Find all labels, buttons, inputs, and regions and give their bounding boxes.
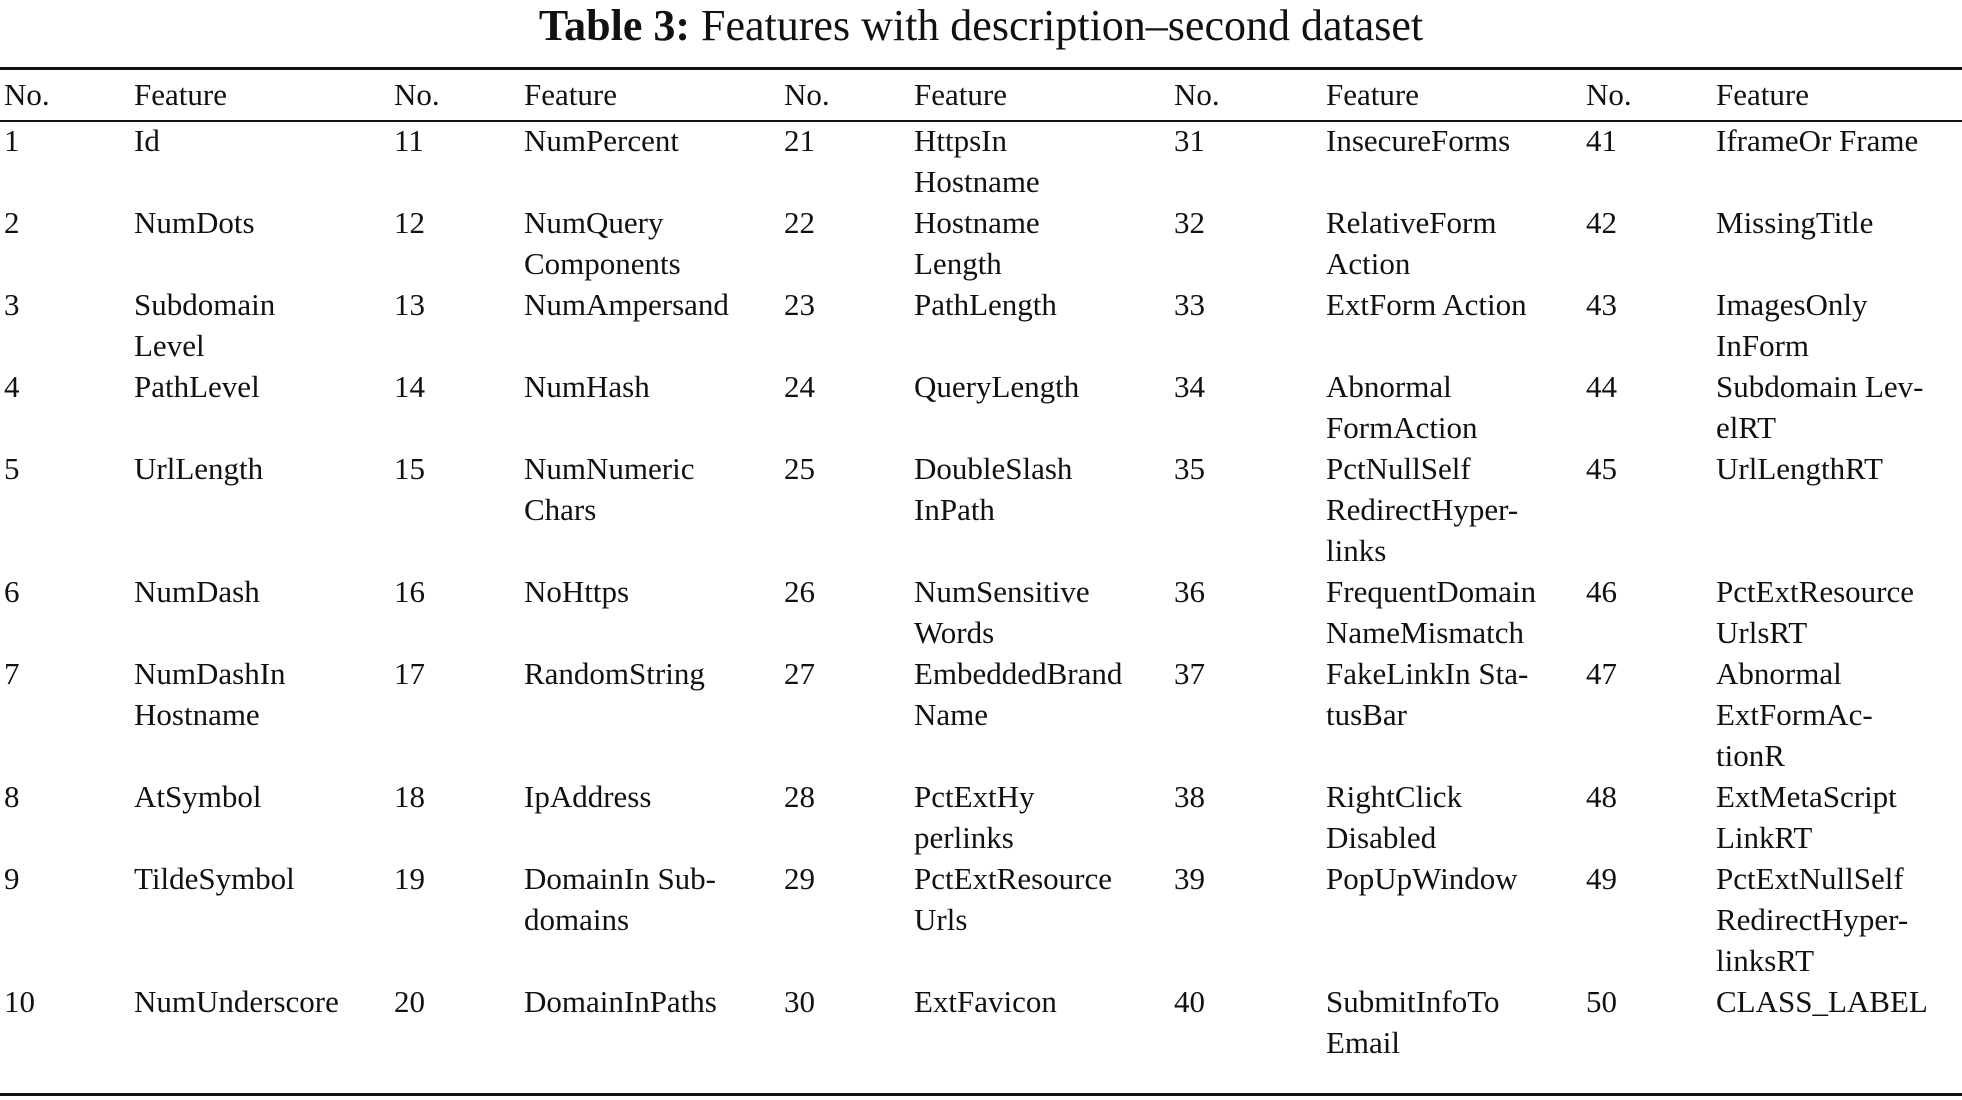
table-row: [0, 858, 1962, 981]
feature-number-cell: 30: [784, 984, 815, 1019]
feature-number-cell: 16: [394, 574, 425, 609]
feature-name-cell: PathLevel: [134, 369, 260, 404]
feature-number-cell: 5: [4, 451, 20, 486]
feature-number-cell: 36: [1174, 574, 1205, 609]
header-no: No.: [784, 77, 830, 112]
feature-name-cell: ExtFavicon: [914, 984, 1057, 1019]
feature-name-cell: NumSensitive Words: [914, 574, 1090, 650]
feature-number-cell: 11: [394, 123, 424, 158]
feature-number-cell: 26: [784, 574, 815, 609]
feature-number-cell: 9: [4, 861, 20, 896]
feature-number-cell: 27: [784, 656, 815, 691]
feature-name-cell: NumHash: [524, 369, 650, 404]
table-top-rule: [0, 67, 1962, 70]
table-row: [0, 120, 1962, 202]
feature-name-cell: PctExtResource Urls: [914, 861, 1113, 937]
feature-name-cell: CLASS_LABEL: [1716, 984, 1928, 1019]
table-row: [0, 448, 1962, 571]
feature-number-cell: 15: [394, 451, 425, 486]
feature-number-cell: 10: [4, 984, 35, 1019]
feature-name-cell: TildeSymbol: [134, 861, 295, 896]
features-table: [0, 74, 1962, 1063]
feature-number-cell: 8: [4, 779, 20, 814]
feature-number-cell: 18: [394, 779, 425, 814]
table-row: [0, 981, 1962, 1063]
feature-number-cell: 43: [1586, 287, 1617, 322]
feature-number-cell: 48: [1586, 779, 1617, 814]
feature-number-cell: 38: [1174, 779, 1205, 814]
header-feature: Feature: [1716, 77, 1809, 112]
feature-number-cell: 42: [1586, 205, 1617, 240]
feature-name-cell: DomainIn Sub- domains: [524, 861, 717, 937]
table-row: [0, 202, 1962, 284]
header-no: No.: [394, 77, 440, 112]
feature-number-cell: 22: [784, 205, 815, 240]
feature-name-cell: AtSymbol: [134, 779, 262, 814]
feature-name-cell: Subdomain Lev- elRT: [1716, 369, 1924, 445]
feature-name-cell: ExtForm Action: [1326, 287, 1527, 322]
feature-number-cell: 44: [1586, 369, 1617, 404]
feature-name-cell: IframeOr Frame: [1716, 123, 1919, 158]
feature-name-cell: MissingTitle: [1716, 205, 1874, 240]
feature-name-cell: IpAddress: [524, 779, 652, 814]
feature-number-cell: 46: [1586, 574, 1617, 609]
header-feature: Feature: [134, 77, 227, 112]
feature-number-cell: 33: [1174, 287, 1205, 322]
feature-name-cell: UrlLength: [134, 451, 264, 486]
header-row: [0, 74, 1962, 120]
feature-number-cell: 29: [784, 861, 815, 896]
feature-name-cell: FrequentDomain NameMismatch: [1326, 574, 1537, 650]
feature-name-cell: HttpsIn Hostname: [914, 123, 1040, 199]
feature-name-cell: NumDash: [134, 574, 260, 609]
feature-name-cell: NumQuery Components: [524, 205, 681, 281]
table-row: [0, 776, 1962, 858]
header-feature: Feature: [914, 77, 1007, 112]
table-row: [0, 284, 1962, 366]
feature-number-cell: 31: [1174, 123, 1205, 158]
feature-name-cell: PctExtResource UrlsRT: [1716, 574, 1915, 650]
table-caption-label: Table 3:: [538, 1, 691, 50]
feature-name-cell: NumDots: [134, 205, 255, 240]
feature-number-cell: 40: [1174, 984, 1205, 1019]
feature-name-cell: QueryLength: [914, 369, 1080, 404]
feature-number-cell: 19: [394, 861, 425, 896]
feature-number-cell: 45: [1586, 451, 1617, 486]
feature-number-cell: 21: [784, 123, 815, 158]
feature-number-cell: 12: [394, 205, 425, 240]
feature-name-cell: SubmitInfoTo Email: [1326, 984, 1500, 1060]
feature-number-cell: 28: [784, 779, 815, 814]
feature-number-cell: 23: [784, 287, 815, 322]
feature-name-cell: RightClick Disabled: [1326, 779, 1463, 855]
feature-number-cell: 35: [1174, 451, 1205, 486]
feature-name-cell: PathLength: [914, 287, 1057, 322]
feature-name-cell: Hostname Length: [914, 205, 1040, 281]
feature-number-cell: 13: [394, 287, 425, 322]
feature-name-cell: Subdomain Level: [134, 287, 276, 363]
feature-number-cell: 2: [4, 205, 20, 240]
feature-name-cell: FakeLinkIn Sta- tusBar: [1326, 656, 1529, 732]
header-no: No.: [1174, 77, 1220, 112]
header-feature: Feature: [1326, 77, 1419, 112]
feature-name-cell: EmbeddedBrand Name: [914, 656, 1123, 732]
feature-number-cell: 1: [4, 123, 20, 158]
table-caption: [0, 0, 1962, 52]
feature-number-cell: 17: [394, 656, 425, 691]
feature-number-cell: 14: [394, 369, 425, 404]
feature-name-cell: DoubleSlash InPath: [914, 451, 1073, 527]
feature-name-cell: NoHttps: [524, 574, 630, 609]
feature-number-cell: 20: [394, 984, 425, 1019]
feature-number-cell: 50: [1586, 984, 1617, 1019]
feature-name-cell: Abnormal ExtFormAc- tionR: [1716, 656, 1873, 773]
feature-name-cell: RandomString: [524, 656, 705, 691]
feature-name-cell: PctNullSelf RedirectHyper- links: [1326, 451, 1519, 568]
table-body: [0, 120, 1962, 1063]
feature-name-cell: NumUnderscore: [134, 984, 339, 1019]
feature-number-cell: 39: [1174, 861, 1205, 896]
feature-number-cell: 32: [1174, 205, 1205, 240]
feature-number-cell: 37: [1174, 656, 1205, 691]
feature-number-cell: 47: [1586, 656, 1617, 691]
feature-number-cell: 3: [4, 287, 20, 322]
feature-name-cell: PctExtHy perlinks: [914, 779, 1035, 855]
feature-name-cell: Abnormal FormAction: [1326, 369, 1478, 445]
feature-name-cell: PopUpWindow: [1326, 861, 1518, 896]
feature-name-cell: RelativeForm Action: [1326, 205, 1497, 281]
feature-name-cell: NumDashIn Hostname: [134, 656, 286, 732]
feature-name-cell: UrlLengthRT: [1716, 451, 1883, 486]
feature-number-cell: 6: [4, 574, 20, 609]
table-row: [0, 653, 1962, 776]
table-bottom-rule: [0, 1093, 1962, 1096]
feature-name-cell: ExtMetaScript LinkRT: [1716, 779, 1897, 855]
table-caption-text: Features with description–second dataset: [701, 1, 1424, 50]
feature-number-cell: 7: [4, 656, 20, 691]
feature-name-cell: DomainInPaths: [524, 984, 717, 1019]
header-no: No.: [4, 77, 50, 112]
feature-name-cell: NumAmpersand: [524, 287, 729, 322]
feature-number-cell: 4: [4, 369, 20, 404]
feature-name-cell: ImagesOnly InForm: [1716, 287, 1868, 363]
feature-number-cell: 34: [1174, 369, 1205, 404]
table-row: [0, 366, 1962, 448]
feature-name-cell: NumNumeric Chars: [524, 451, 695, 527]
feature-name-cell: NumPercent: [524, 123, 679, 158]
header-feature: Feature: [524, 77, 617, 112]
feature-number-cell: 41: [1586, 123, 1617, 158]
feature-name-cell: Id: [134, 123, 160, 158]
header-no: No.: [1586, 77, 1632, 112]
feature-name-cell: InsecureForms: [1326, 123, 1511, 158]
feature-name-cell: PctExtNullSelf RedirectHyper- linksRT: [1716, 861, 1909, 978]
table-header: [0, 74, 1962, 120]
feature-number-cell: 25: [784, 451, 815, 486]
feature-number-cell: 24: [784, 369, 815, 404]
feature-number-cell: 49: [1586, 861, 1617, 896]
table-row: [0, 571, 1962, 653]
